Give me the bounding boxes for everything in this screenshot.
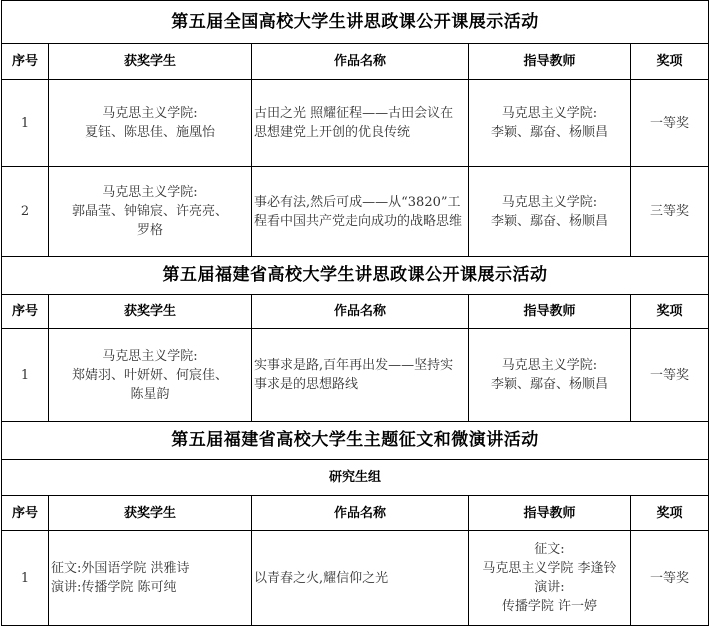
table-row [2, 80, 709, 167]
header-work: 作品名称 [252, 496, 469, 531]
row-number: 1 [2, 531, 49, 626]
row-teachers [469, 329, 631, 422]
row-teachers [469, 531, 631, 626]
section-title: 第五届全国高校大学生讲思政课公开课展示活动 [2, 1, 709, 44]
row-teachers [469, 167, 631, 257]
row-students [49, 80, 252, 167]
row-students [49, 329, 252, 422]
row-number: 1 [2, 80, 49, 167]
student-line: 马克思主义学院: [102, 106, 198, 121]
header-work: 作品名称 [252, 295, 469, 329]
row-work: 实事求是路,百年再出发——坚持实事求是的思想路线 [252, 329, 469, 422]
row-award: 一等奖 [631, 531, 709, 626]
row-award: 三等奖 [631, 167, 709, 257]
row-teachers [469, 80, 631, 167]
header-award: 奖项 [631, 496, 709, 531]
table-row [2, 167, 709, 257]
teacher-line: 李颖、鄢奋、杨顺昌 [490, 125, 608, 140]
header-teachers: 指导教师 [469, 496, 631, 531]
student-line: 罗格 [136, 223, 163, 238]
header-no: 序号 [2, 295, 49, 329]
teacher-line: 马克思主义学院 李逢铃 [482, 561, 617, 576]
header-work: 作品名称 [252, 44, 469, 80]
header-students: 获奖学生 [49, 496, 252, 531]
student-line: 郑婧羽、叶妍妍、何宸佳、 [71, 367, 228, 383]
header-students: 获奖学生 [49, 295, 252, 329]
row-students [49, 531, 252, 626]
row-students [49, 167, 252, 257]
table-row [2, 329, 709, 422]
header-award: 奖项 [631, 295, 709, 329]
header-no: 序号 [2, 496, 49, 531]
row-number: 2 [2, 167, 49, 257]
student-line: 夏钰、陈思佳、施凰怡 [84, 125, 215, 140]
teacher-line: 李颖、鄢奋、杨顺昌 [490, 213, 608, 229]
student-line: 陈星韵 [130, 386, 170, 402]
header-students: 获奖学生 [49, 44, 252, 80]
student-line: 郭晶莹、钟锦宸、许亮亮、 [71, 204, 228, 219]
student-line: 演讲:传播学院 陈可纯 [51, 580, 177, 595]
student-line: 征文:外国语学院 洪雅诗 [51, 561, 190, 576]
row-number: 1 [2, 329, 49, 422]
awards-table [1, 0, 709, 626]
teacher-line: 演讲: [534, 580, 565, 595]
student-line: 马克思主义学院: [102, 348, 198, 364]
student-line: 马克思主义学院: [102, 185, 198, 200]
header-award: 奖项 [631, 44, 709, 80]
header-teachers: 指导教师 [469, 44, 631, 80]
teacher-line: 传播学院 许一婷 [501, 599, 598, 614]
teacher-line: 征文: [534, 542, 565, 557]
row-work: 事必有法,然后可成——从“3820”工程看中国共产党走向成功的战略思维 [252, 167, 469, 257]
teacher-line: 马克思主义学院: [501, 194, 598, 210]
row-award: 一等奖 [631, 80, 709, 167]
group-subtitle: 研究生组 [2, 460, 709, 496]
teacher-line: 马克思主义学院: [501, 358, 598, 373]
row-work: 以青春之火,耀信仰之光 [252, 531, 469, 626]
table-row [2, 531, 709, 626]
teacher-line: 马克思主义学院: [501, 106, 598, 121]
row-award: 一等奖 [631, 329, 709, 422]
header-no: 序号 [2, 44, 49, 80]
section-title: 第五届福建省高校大学生主题征文和微演讲活动 [2, 422, 709, 460]
row-work: 古田之光 照耀征程——古田会议在思想建党上开创的优良传统 [252, 80, 469, 167]
section-title: 第五届福建省高校大学生讲思政课公开课展示活动 [2, 257, 709, 295]
teacher-line: 李颖、鄢奋、杨顺昌 [490, 377, 608, 392]
header-teachers: 指导教师 [469, 295, 631, 329]
